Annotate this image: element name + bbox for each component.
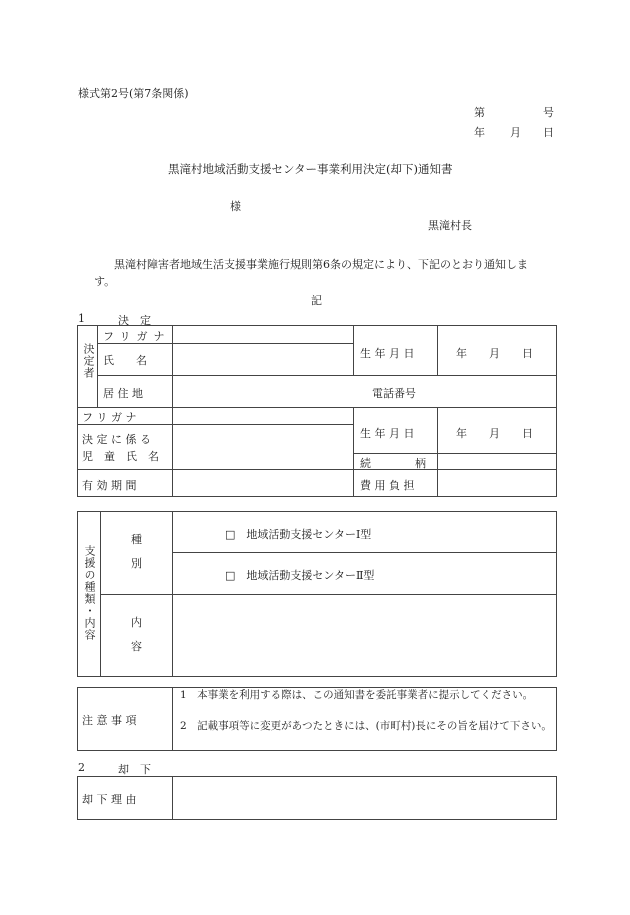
- section2-heading: 却 下: [118, 763, 151, 776]
- child-birthdate-value: 年 月 日: [456, 427, 533, 440]
- note-item-2: 2 記載事項等に変更があつたときには、(市町村)長にその旨を届けて下さい。: [180, 720, 552, 732]
- document-title: 黒滝村地域活動支援センター事業利用決定(却下)通知書: [168, 162, 453, 176]
- body-text-line2: す。: [94, 275, 116, 288]
- birthdate-label: 生 年 月 日: [360, 347, 415, 360]
- section1-heading: 決 定: [118, 314, 151, 327]
- date-month: 月: [510, 126, 521, 139]
- date-year: 年: [474, 126, 485, 139]
- section2-number: 2: [78, 761, 85, 774]
- name-label: 氏 名: [103, 354, 147, 367]
- doc-no-suffix: 号: [543, 106, 554, 119]
- support-type-label: 支援の種類・内容: [83, 545, 96, 641]
- option-type1[interactable]: □ 地域活動支援センターⅠ型: [225, 528, 372, 541]
- option-type2[interactable]: □ 地域活動支援センターⅡ型: [225, 569, 375, 582]
- body-text-line1: 黒滝村障害者地域生活支援事業施行規則第6条の規定により、下記のとおり通知しま: [114, 258, 528, 271]
- form-number: 様式第2号(第7条関係): [78, 87, 189, 100]
- content-char1: 内: [131, 616, 142, 629]
- child-label-line1: 決 定 に 係 る: [82, 433, 151, 446]
- kind-char1: 種: [131, 533, 142, 546]
- recipient-suffix: 様: [230, 200, 241, 213]
- child-label-line2: 児 童 氏 名: [82, 450, 159, 463]
- relation-label: 続 柄: [360, 457, 426, 470]
- child-birthdate-label: 生 年 月 日: [360, 427, 415, 440]
- doc-no-prefix: 第: [474, 106, 485, 119]
- child-furigana-label: フ リ ガ ナ: [82, 411, 137, 424]
- ki-mark: 記: [311, 294, 322, 307]
- phone-label: 電話番号: [372, 387, 416, 400]
- notes-label: 注 意 事 項: [82, 714, 137, 727]
- note-item-1: 1 本事業を利用する際は、この通知書を委託事業者に提示してください。: [180, 689, 534, 701]
- rejection-reason-label: 却 下 理 由: [82, 793, 137, 806]
- validity-label: 有 効 期 間: [82, 479, 137, 492]
- address-label: 居 住 地: [103, 387, 143, 400]
- furigana-label: フリガナ: [103, 330, 171, 343]
- kind-char2: 別: [131, 557, 142, 570]
- cost-label: 費 用 負 担: [360, 479, 415, 492]
- decided-person-label: 決定者: [82, 343, 95, 379]
- content-char2: 容: [131, 640, 142, 653]
- date-day: 日: [543, 126, 554, 139]
- issuer: 黒滝村長: [428, 219, 472, 232]
- section1-number: 1: [78, 312, 85, 325]
- rejection-table: [77, 776, 557, 820]
- birthdate-value: 年 月 日: [456, 347, 533, 360]
